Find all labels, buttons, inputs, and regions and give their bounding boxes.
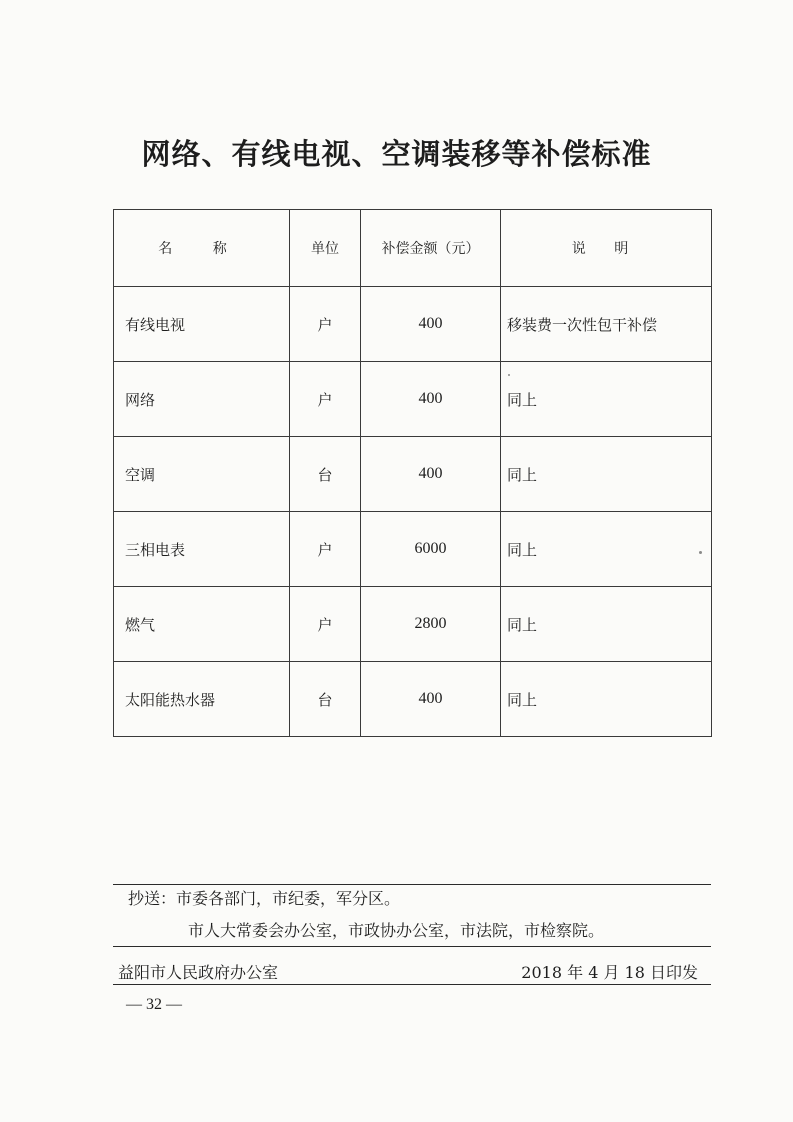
row-unit: 户 — [290, 587, 361, 662]
row-unit: 台 — [290, 662, 361, 737]
header-note: 说 明 — [571, 241, 641, 257]
row-note: 同上 — [501, 512, 712, 587]
table-row — [114, 512, 712, 587]
row-amount: 6000 — [361, 512, 501, 587]
row-note: 同上 — [501, 437, 712, 512]
table-header-row — [114, 210, 712, 287]
row-amount: 400 — [361, 287, 501, 362]
row-amount: 400 — [361, 362, 501, 437]
row-note: 同上 — [501, 362, 712, 437]
cc-recipients-1: 市委各部门，市纪委，军分区。 — [176, 889, 401, 908]
scan-speck — [508, 374, 510, 376]
issuing-office: 益阳市人民政府办公室 — [118, 963, 279, 982]
row-note: 同上 — [501, 662, 712, 737]
issue-date: 2018 年 4 月 18 日印发 — [521, 963, 698, 982]
table-row — [114, 437, 712, 512]
row-name: 三相电表 — [114, 512, 290, 587]
row-amount: 2800 — [361, 587, 501, 662]
row-name: 有线电视 — [114, 287, 290, 362]
page-number: — 32 — — [126, 996, 182, 1013]
cc-label: 抄送： — [128, 889, 177, 908]
row-name: 燃气 — [114, 587, 290, 662]
cc-line-1 — [128, 886, 400, 909]
header-amount: 补偿金额（元） — [361, 210, 501, 287]
table-row — [114, 362, 712, 437]
cc-recipients-2: 市人大常委会办公室，市政协办公室，市法院，市检察院。 — [188, 921, 605, 940]
table-row — [114, 587, 712, 662]
row-amount: 400 — [361, 662, 501, 737]
row-unit: 户 — [290, 287, 361, 362]
row-name: 空调 — [114, 437, 290, 512]
footer-top-rule — [113, 884, 711, 885]
row-name: 网络 — [114, 362, 290, 437]
row-unit: 户 — [290, 512, 361, 587]
table-row — [114, 287, 712, 362]
row-note: 同上 — [501, 587, 712, 662]
header-name: 名 称 — [158, 241, 245, 257]
row-name: 太阳能热水器 — [114, 662, 290, 737]
row-unit: 台 — [290, 437, 361, 512]
table-row — [114, 662, 712, 737]
footer-middle-rule — [113, 946, 711, 947]
compensation-table — [113, 209, 712, 737]
row-amount: 400 — [361, 437, 501, 512]
row-note: 移装费一次性包干补偿 — [501, 287, 712, 362]
scan-speck — [699, 551, 702, 554]
document-title: 网络、有线电视、空调装移等补偿标准 — [141, 137, 652, 171]
footer-bottom-rule — [113, 984, 711, 985]
header-unit: 单位 — [290, 210, 361, 287]
row-unit: 户 — [290, 362, 361, 437]
